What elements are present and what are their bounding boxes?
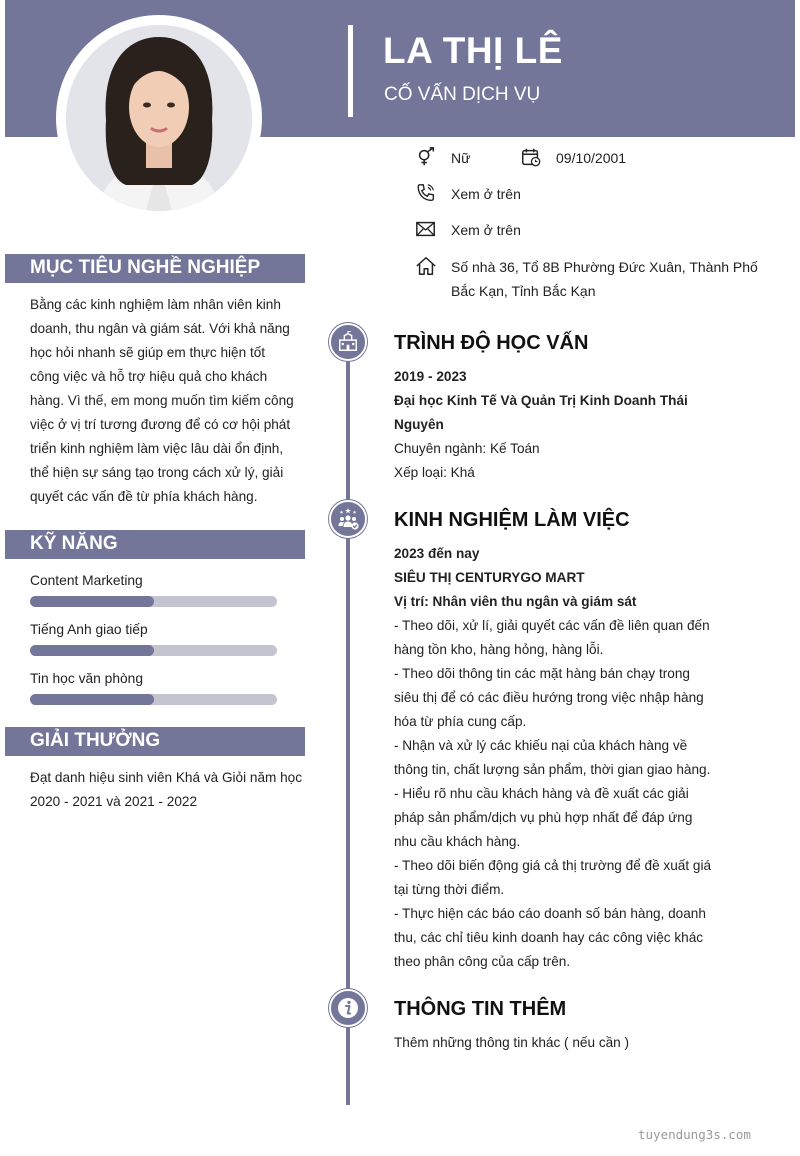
dob-value: 09/10/2001 — [556, 150, 627, 166]
objective-line: hàng. Vì thế, em mong muốn tìm kiếm công — [30, 393, 294, 408]
info-badge — [329, 989, 367, 1027]
objective-line: triển kinh nghiệm làm việc lâu dài ổn định, — [30, 441, 284, 456]
phone-icon — [415, 182, 437, 204]
experience-line: - Hiểu rõ nhu cầu khách hàng và đề xuất các giải — [394, 786, 689, 801]
skill-label: Content Marketing — [30, 573, 143, 588]
mail-icon — [415, 218, 437, 240]
awards-header — [5, 727, 305, 756]
skill-bar-fill — [30, 645, 154, 656]
experience-line: hàng tồn kho, hàng hỏng, hàng lỗi. — [394, 642, 604, 657]
awards-line: 2020 - 2021 và 2021 - 2022 — [30, 794, 198, 809]
education-period: 2019 - 2023 — [394, 369, 467, 384]
email-value: Xem ở trên — [451, 222, 521, 238]
experience-line: siêu thị để có các điều hướng trong việc nhập hàng — [394, 690, 704, 705]
address-row — [415, 255, 758, 303]
objective-line: doanh, thu ngân và giám sát. Với khả năng — [30, 321, 290, 336]
candidate-role: CỐ VẤN DỊCH VỤ — [384, 84, 541, 105]
experience-line: - Theo dõi, xử lí, giải quyết các vấn đề liên quan đến — [394, 618, 710, 633]
gender-value: Nữ — [451, 150, 471, 166]
experience-block — [394, 542, 725, 974]
skills-header — [5, 530, 305, 559]
experience-line: thông tin, chất lượng sản phẩm, thời gian giao hàng. — [394, 762, 711, 777]
avatar — [66, 25, 252, 211]
awards-text — [30, 766, 320, 814]
skill-label: Tin học văn phòng — [30, 671, 144, 686]
education-block — [394, 365, 725, 485]
experience-title: KINH NGHIỆM LÀM VIỆC — [394, 509, 630, 531]
candidate-name: LA THỊ LÊ — [383, 30, 563, 71]
experience-position: Vị trí: Nhân viên thu ngân và giám sát — [394, 594, 637, 609]
address-line-1: Số nhà 36, Tổ 8B Phường Đức Xuân, Thành Phố — [451, 259, 758, 275]
awards-line: Đạt danh hiệu sinh viên Khá và Giỏi năm học — [30, 770, 303, 785]
experience-line: nhu cầu khách hàng. — [394, 834, 521, 849]
info-icon — [336, 996, 360, 1020]
email-row — [415, 218, 521, 242]
education-badge — [329, 323, 367, 361]
phone-value: Xem ở trên — [451, 186, 521, 202]
experience-line: hóa từ phía cung cấp. — [394, 714, 527, 729]
gender-row — [415, 146, 470, 170]
skill-bar — [30, 694, 277, 705]
experience-line: theo phân công của cấp trên. — [394, 954, 571, 969]
objective-line: việc ở vị trí tương đương để có cơ hội phát — [30, 417, 291, 432]
watermark: tuyendung3s.com — [638, 1127, 751, 1142]
experience-line: - Theo dõi biến động giá cả thị trường để đề xuất giá — [394, 858, 712, 873]
awards-title: GIẢI THƯỞNG — [30, 730, 161, 751]
portrait-photo — [66, 25, 252, 211]
name-divider — [348, 25, 353, 117]
team-star-icon — [336, 507, 360, 531]
objective-title: MỤC TIÊU NGHỀ NGHIỆP — [30, 257, 261, 278]
experience-line: pháp sản phẩm/dịch vụ phù hợp nhất để đáp ứng — [394, 810, 693, 825]
gender-icon — [415, 146, 437, 168]
experience-line: - Thực hiện các báo cáo doanh số bán hàng, doanh — [394, 906, 706, 921]
skill-bar — [30, 596, 277, 607]
school-icon — [337, 331, 359, 353]
objective-line: công việc và hỗ trợ hiệu quả cho khách — [30, 369, 268, 384]
address-line-2: Bắc Kạn, Tỉnh Bắc Kạn — [451, 283, 596, 299]
objective-line: Bằng các kinh nghiệm làm nhân viên kinh — [30, 297, 281, 312]
phone-row — [415, 182, 521, 206]
education-major: Chuyên ngành: Kế Toán — [394, 441, 540, 456]
experience-line: - Nhận và xử lý các khiếu nại của khách hàng về — [394, 738, 688, 753]
education-school-line-1: Đại học Kinh Tế Và Quản Trị Kinh Doanh Thái — [394, 393, 688, 408]
skills-title: KỸ NĂNG — [30, 533, 118, 554]
education-school-line-2: Nguyên — [394, 417, 444, 432]
experience-line: tại từng thời điểm. — [394, 882, 505, 897]
skill-bar — [30, 645, 277, 656]
experience-period: 2023 đến nay — [394, 546, 480, 561]
skill-label: Tiếng Anh giao tiếp — [30, 622, 148, 637]
calendar-icon — [520, 146, 542, 168]
objective-line: học hỏi nhanh sẽ giúp em thực hiện tốt — [30, 345, 266, 360]
objective-header — [5, 254, 305, 283]
experience-badge — [329, 500, 367, 538]
education-title: TRÌNH ĐỘ HỌC VẤN — [394, 332, 589, 354]
education-grade: Xếp loại: Khá — [394, 465, 475, 480]
objective-line: thể hiện sự sáng tạo trong cách xử lý, giải — [30, 465, 284, 480]
home-icon — [415, 255, 437, 277]
experience-company: SIÊU THỊ CENTURYGO MART — [394, 570, 585, 585]
additional-text: Thêm những thông tin khác ( nếu cần ) — [394, 1035, 630, 1050]
skill-bar-fill — [30, 596, 154, 607]
skill-bar-fill — [30, 694, 154, 705]
dob-row — [520, 146, 626, 170]
objective-text — [30, 293, 305, 509]
experience-line: thu, các chỉ tiêu kinh doanh hay các công việc khác — [394, 930, 704, 945]
additional-title: THÔNG TIN THÊM — [394, 998, 567, 1020]
experience-line: - Theo dõi thông tin các mặt hàng bán chạy trong — [394, 666, 690, 681]
objective-line: quyết các vấn đề từ phía khách hàng. — [30, 489, 258, 504]
